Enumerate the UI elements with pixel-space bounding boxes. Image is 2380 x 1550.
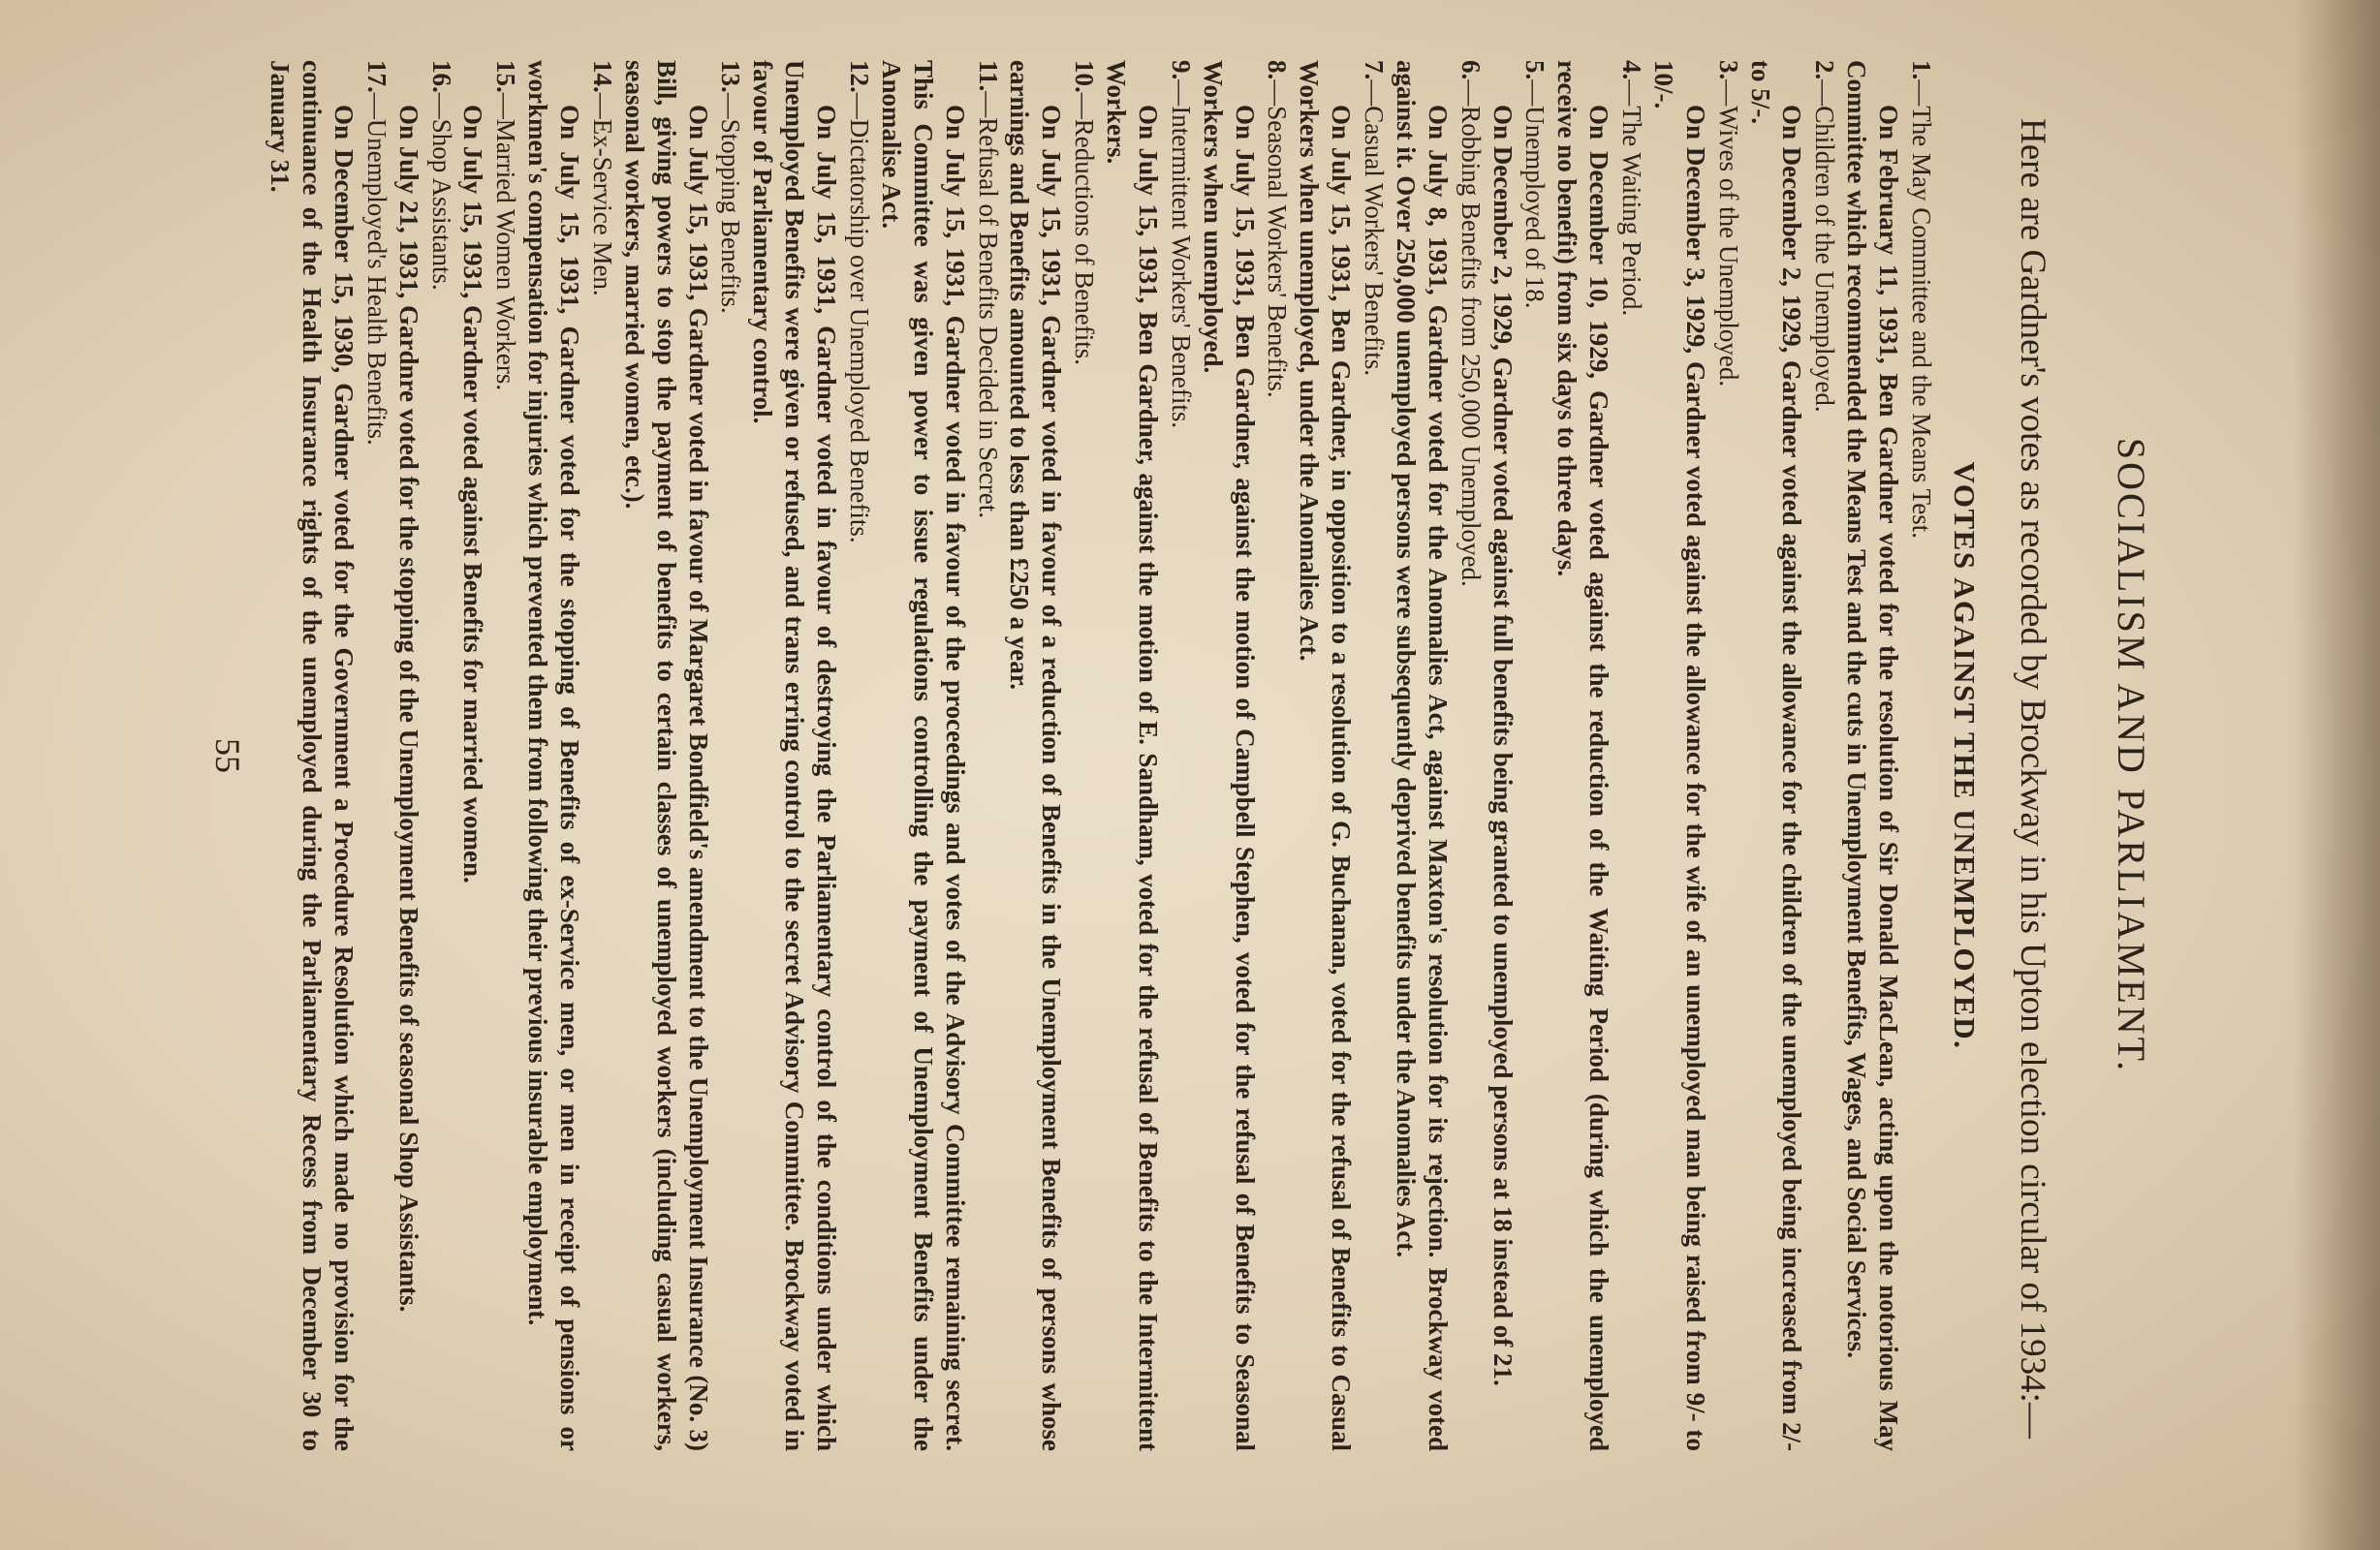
vote-item-title: Casual Workers' Benefits. [1360, 106, 1390, 377]
vote-item [618, 60, 747, 1451]
vote-item-heading [1454, 60, 1487, 1451]
document-page [111, 48, 2176, 1463]
votes-list [264, 60, 1937, 1451]
vote-item [521, 60, 618, 1451]
vote-item-text: On July 15, 1931, Ben Gardner, against the motion of Campbell Stephen, voted for the refusal of Benefits to Seasonal Workers when unemployed. [1198, 60, 1260, 1451]
vote-item-dash: — [973, 91, 1003, 118]
vote-item-number: 13. [716, 60, 746, 93]
vote-item-heading [585, 60, 618, 1451]
vote-item-title: Robbing Benefits from 250,000 Unemployed. [1456, 106, 1486, 587]
vote-item-title: Reductions of Benefits. [1070, 118, 1100, 365]
vote-item-heading [1357, 60, 1390, 1451]
vote-item-heading [1808, 60, 1841, 1451]
vote-item-text: On July 15, 1931, Gardner voted for the stopping of Benefits of ex-Service men, or men in receipt of pensions or workmen's compensation for injuries which prevented them from following their previous insurable employment. [523, 60, 585, 1451]
vote-item-dash: — [1713, 79, 1743, 107]
vote-item [392, 60, 457, 1451]
vote-item-dash: — [361, 92, 391, 119]
vote-item-dash: — [845, 92, 874, 119]
vote-item-text: On December 2, 1929, Gardner voted against the allowance for the children of the unemployed being increased from 2/- to 5/-. [1745, 60, 1807, 1451]
vote-item-number: 14. [587, 60, 617, 93]
vote-item-text: On July 8, 1931, Gardner voted for the Anomalies Act, against Maxton's resolution for its rejection. Brockway voted against it. Over 250,000 unemployed persons were subsequently deprived benefits under the Anomalies Act. [1392, 60, 1453, 1451]
vote-item-dash: — [1617, 79, 1646, 107]
vote-item-text: On December 3, 1929, Gardner voted against the allowance for the wife of an unemployed man being raised from 9/- to 10/-. [1648, 60, 1710, 1451]
vote-item-heading [1711, 60, 1744, 1451]
vote-item-title: Shop Assistants. [426, 118, 456, 291]
intro-paragraph: Here are Gardner's votes as recorded by Brockway in his Upton election circular of 1934:— [2013, 118, 2052, 1439]
vote-item-number: 7. [1360, 60, 1390, 80]
vote-item-title: Children of the Unemployed. [1810, 106, 1840, 413]
vote-item-heading [1164, 60, 1197, 1451]
vote-item [1293, 60, 1390, 1451]
vote-item-dash: — [491, 92, 521, 119]
vote-item-text: On July 21, 1931, Gardnre voted for the stopping of the Unemployment Benefits of seasonal Shop Assistants. [393, 105, 423, 1313]
vote-item-text: On July 15, 1931, Gardner voted in favour of Margaret Bondfield's amendment to the Unemployment Insurance (No. 3) Bill, giving powers to stop the payment of benefits to certain classes of unemployed workers (including casual workers, seasonal workers, married women, etc.). [619, 60, 713, 1451]
vote-item-dash: — [587, 92, 617, 119]
vote-item-number: 1. [1906, 60, 1936, 80]
vote-item-number: 3. [1713, 60, 1743, 80]
vote-item-title: Stopping Benefits. [716, 118, 746, 314]
vote-item [746, 60, 875, 1451]
vote-item [1004, 60, 1101, 1451]
vote-item-title: Unemployed of 18. [1520, 106, 1550, 309]
vote-item-number: 6. [1456, 60, 1486, 80]
vote-item-number: 10. [1070, 60, 1100, 93]
vote-item-number: 12. [845, 60, 874, 93]
vote-item-heading [1067, 60, 1100, 1451]
vote-item-title: The May Committee and the Means Test. [1906, 106, 1936, 540]
vote-item-heading [842, 60, 875, 1451]
vote-item [1840, 60, 1937, 1451]
vote-item-text: On February 11, 1931, Ben Gardner voted for the resolution of Sir Donald MacLean, acting upon the notorious May Committee which recommended the Means Test and the cuts in Unemployment Benefits, Wages, and Social Services. [1842, 60, 1904, 1451]
vote-item-heading [1614, 60, 1647, 1451]
vote-item-dash: — [426, 92, 456, 119]
vote-item-dash: — [1166, 79, 1196, 107]
vote-item-heading [1519, 60, 1551, 1451]
vote-item-title: Wives of the Unemployed. [1713, 106, 1743, 388]
vote-item-dash: — [1070, 92, 1100, 119]
vote-item-number: 15. [491, 60, 521, 93]
vote-item-heading [1904, 60, 1937, 1451]
vote-item-title: Refusal of Benefits Decided in Secret. [973, 117, 1003, 519]
vote-item-heading [971, 60, 1004, 1451]
vote-item-title: Seasonal Workers' Benefits. [1263, 106, 1293, 398]
vote-item-number: 16. [426, 60, 456, 93]
vote-item-number: 5. [1520, 60, 1550, 80]
vote-item-text: On December 15, 1930, Gardner voted for the Government a Procedure Resolution which made no provision for the continuance of the Health Insurance rights of the unemployed during the Parliamentary Recess from December 30 to January 31. [266, 60, 360, 1451]
vote-item-title: Unemployed's Health Benefits. [361, 118, 391, 446]
vote-item-text: On December 10, 1929, Gardner voted against the reduction of the Waiting Period (during which the unemployed receive no benefit) from six days to three days. [1552, 60, 1614, 1451]
vote-item-dash: — [1456, 79, 1486, 107]
vote-item-dash: — [1263, 79, 1293, 107]
vote-item-title: Ex-Service Men. [587, 118, 617, 296]
vote-item [1744, 60, 1841, 1451]
vote-item-title: Intermittent Workers' Benefits. [1166, 106, 1196, 429]
vote-item-title: Married Women Workers. [491, 118, 521, 391]
vote-item-text: On December 2, 1929, Gardner voted against full benefits being granted to unemployed persons at 18 instead of 21. [1488, 105, 1518, 1386]
vote-item-dash: — [1520, 79, 1550, 107]
vote-item-heading [1261, 60, 1294, 1451]
book-gutter-shadow [2293, 0, 2380, 1550]
vote-item-text: On July 15, 1931, Gardner voted against Benefits for married women. [458, 105, 488, 884]
vote-item-heading [489, 60, 522, 1451]
vote-item-number: 11. [973, 60, 1003, 92]
vote-item-number: 2. [1810, 60, 1840, 80]
vote-item-number: 9. [1166, 60, 1196, 80]
vote-item-dash: — [1906, 79, 1936, 107]
vote-item-heading [360, 60, 392, 1451]
vote-item-text: On July 15, 1931, Ben Gardner, against the motion of E. Sandham, voted for the refusal of Benefits to the Intermittent Workers. [1102, 60, 1164, 1451]
vote-item [1550, 60, 1647, 1451]
vote-item [264, 60, 392, 1451]
vote-item-title: Dictatorship over Unemployed Benefits. [845, 118, 874, 543]
vote-item [1390, 60, 1487, 1451]
vote-item-dash: — [1360, 79, 1390, 107]
vote-item-text: On July 15, 1931, Gardner voted in favour of destroying the Parliamentary control of the conditions under which Unemployed Benefits were given or refused, and trans erring control to the secret Advisory Committee. Brockway voted in favour of Parliamentary control. [748, 60, 842, 1451]
vote-item [457, 60, 522, 1451]
vote-item-title: The Waiting Period. [1617, 106, 1646, 317]
vote-item-text: On July 15, 1931, Gardner voted in favour of the proceedings and votes of the Advisory Committee remaining secret. This Committee was given power to issue regulations controlling the payment of Unemployment Benefits under the Anomalise Act. [876, 60, 970, 1451]
vote-item-dash: — [716, 92, 746, 119]
vote-item-number: 8. [1263, 60, 1293, 80]
vote-item-dash: — [1810, 79, 1840, 107]
vote-item [1197, 60, 1294, 1451]
vote-item-heading [424, 60, 457, 1451]
vote-item-text: On July 15, 1931, Ben Gardner, in opposition to a resolution of G. Buchanan, voted for the refusal of Benefits to Casual Workers when unemployed, under the Anomalies Act. [1295, 60, 1357, 1451]
vote-item [1100, 60, 1197, 1451]
vote-item-number: 4. [1617, 60, 1646, 80]
vote-item-heading [714, 60, 747, 1451]
section-title: VOTES AGAINST THE UNEMPLOYED. [1947, 461, 1982, 1050]
vote-item [1647, 60, 1744, 1451]
running-head: SOCIALISM AND PARLIAMENT. [2110, 437, 2153, 1074]
vote-item [875, 60, 1004, 1451]
vote-item [1487, 60, 1551, 1451]
vote-item-text: On July 15, 1931, Gardner voted in favour of a reduction of Benefits in the Unemployment Benefits of persons whose earnings and Benefits amounted to less than £250 a year. [1005, 60, 1067, 1451]
vote-item-number: 17. [361, 60, 391, 93]
page-number: 55 [208, 738, 248, 773]
